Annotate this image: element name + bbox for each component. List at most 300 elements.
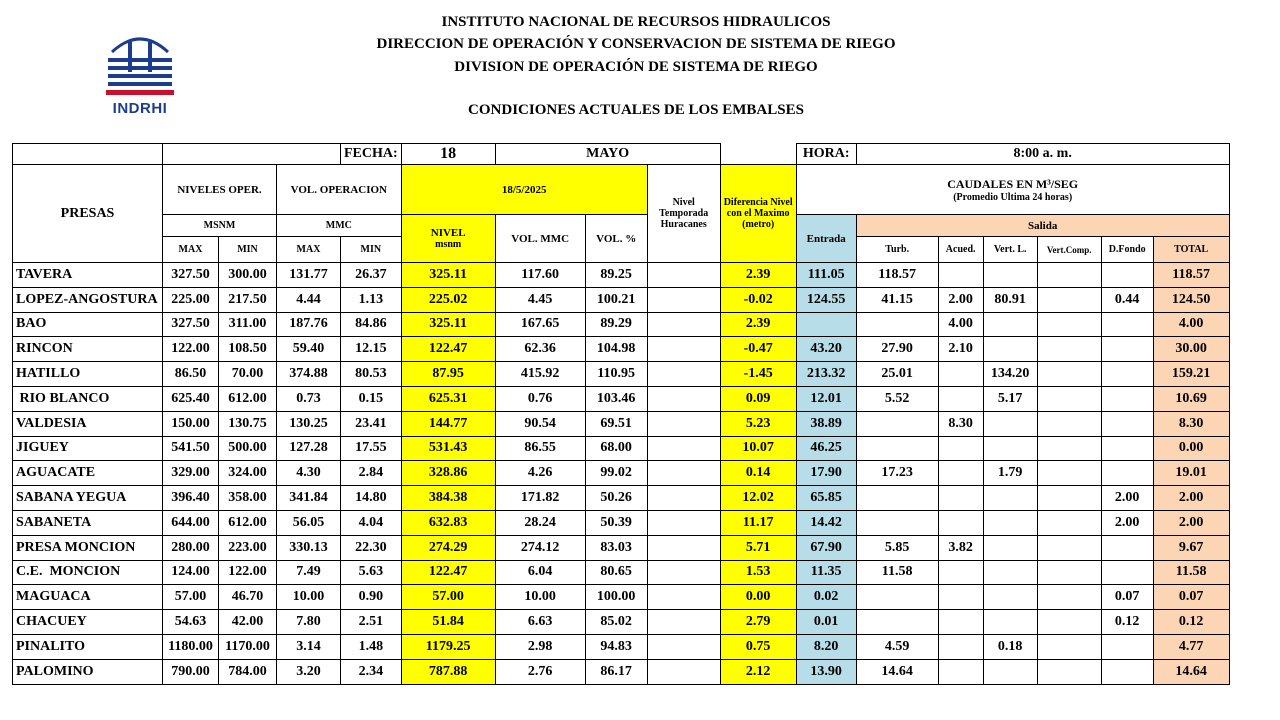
cell-max: 625.40 [163,386,219,411]
cell-temp [647,362,720,387]
cell-nivel: 625.31 [401,386,495,411]
reservoir-rows [13,263,1230,685]
cell-vol: 2.98 [495,634,585,659]
cell-vertc [1037,386,1101,411]
cell-dif: 10.07 [720,436,796,461]
col-vol-mmc: VOL. MMC [495,215,585,263]
col-msnm: MSNM [163,215,277,237]
cell-acued: 3.82 [938,535,983,560]
cell-vertc [1037,337,1101,362]
cell-total: 30.00 [1153,337,1229,362]
cell-acued: 8.30 [938,411,983,436]
col-niv-min: MIN [219,237,277,263]
cell-pct: 85.02 [585,610,647,635]
cell-vertl: 0.18 [983,634,1037,659]
cell-temp [647,659,720,684]
col-niv-max: MAX [163,237,219,263]
cell-vol: 6.04 [495,560,585,585]
cell-vmin: 0.15 [341,386,402,411]
cell-turb [856,486,938,511]
cell-dif: 0.75 [720,634,796,659]
cell-vertl: 1.79 [983,461,1037,486]
cell-dfondo [1101,659,1153,684]
cell-vmax: 4.30 [277,461,341,486]
cell-nivel: 531.43 [401,436,495,461]
cell-acued [938,436,983,461]
cell-vertl [983,337,1037,362]
cell-vol: 274.12 [495,535,585,560]
cell-turb [856,585,938,610]
hora-label: HORA: [796,144,856,165]
cell-nivel: 384.38 [401,486,495,511]
cell-dif: 2.39 [720,263,796,288]
cell-min: 70.00 [219,362,277,387]
cell-temp [647,610,720,635]
cell-turb [856,411,938,436]
cell-acued [938,510,983,535]
cell-dfondo: 0.07 [1101,585,1153,610]
cell-turb [856,610,938,635]
cell-vmax: 7.49 [277,560,341,585]
cell-total: 8.30 [1153,411,1229,436]
cell-vmin: 2.84 [341,461,402,486]
cell-temp [647,634,720,659]
cell-vertl [983,486,1037,511]
cell-temp [647,585,720,610]
cell-vol: 117.60 [495,263,585,288]
cell-max: 124.00 [163,560,219,585]
cell-vertl [983,610,1037,635]
cell-max: 644.00 [163,510,219,535]
cell-vmax: 187.76 [277,312,341,337]
cell-dif: -0.47 [720,337,796,362]
cell-vertl [983,510,1037,535]
cell-acued [938,362,983,387]
cell-vol: 90.54 [495,411,585,436]
logo-text: INDRHI [112,100,168,117]
cell-vmax: 127.28 [277,436,341,461]
cell-total: 14.64 [1153,659,1229,684]
cell-nivel: 57.00 [401,585,495,610]
cell-turb: 118.57 [856,263,938,288]
cell-min: 217.50 [219,287,277,312]
cell-total: 0.07 [1153,585,1229,610]
cell-vmin: 23.41 [341,411,402,436]
cell-acued [938,610,983,635]
cell-entrada: 13.90 [796,659,856,684]
cell-total: 124.50 [1153,287,1229,312]
cell-dif: 2.79 [720,610,796,635]
cell-pct: 99.02 [585,461,647,486]
cell-dfondo [1101,560,1153,585]
cell-dfondo [1101,436,1153,461]
cell-vmin: 17.55 [341,436,402,461]
col-vol-min: MIN [341,237,402,263]
cell-temp [647,263,720,288]
col-diferencia: Diferencia Nivel con el Maximo (metro) [720,165,796,263]
cell-presa: HATILLO [13,362,163,387]
cell-vol: 4.26 [495,461,585,486]
cell-vol: 2.76 [495,659,585,684]
cell-min: 500.00 [219,436,277,461]
cell-pct: 100.00 [585,585,647,610]
cell-vmax: 0.73 [277,386,341,411]
col-presas: PRESAS [13,165,163,263]
cell-presa: C.E. MONCION [13,560,163,585]
cell-temp [647,287,720,312]
cell-max: 54.63 [163,610,219,635]
cell-entrada: 11.35 [796,560,856,585]
cell-vmax: 130.25 [277,411,341,436]
col-entrada: Entrada [796,215,856,263]
cell-vmax: 374.88 [277,362,341,387]
cell-vertc [1037,486,1101,511]
cell-vertc [1037,560,1101,585]
cell-min: 1170.00 [219,634,277,659]
cell-nivel: 51.84 [401,610,495,635]
cell-vertc [1037,436,1101,461]
cell-vmin: 80.53 [341,362,402,387]
report-title: CONDICIONES ACTUALES DE LOS EMBALSES [468,102,804,118]
cell-dfondo [1101,411,1153,436]
cell-max: 329.00 [163,461,219,486]
col-mmc: MMC [277,215,402,237]
cell-pct: 110.95 [585,362,647,387]
cell-vertc [1037,659,1101,684]
cell-nivel: 632.83 [401,510,495,535]
table-row [13,585,1230,610]
cell-dif: 0.14 [720,461,796,486]
cell-dif: 0.09 [720,386,796,411]
cell-dif: 12.02 [720,486,796,511]
cell-entrada: 67.90 [796,535,856,560]
cell-temp [647,312,720,337]
cell-min: 612.00 [219,386,277,411]
cell-vmax: 341.84 [277,486,341,511]
cell-temp [647,486,720,511]
cell-min: 46.70 [219,585,277,610]
col-vol-operacion: VOL. OPERACION [277,165,402,215]
cell-temp [647,436,720,461]
cell-entrada [796,312,856,337]
cell-turb: 5.85 [856,535,938,560]
cell-max: 57.00 [163,585,219,610]
cell-vmax: 7.80 [277,610,341,635]
col-vert-comp: Vert.Comp. [1037,237,1101,263]
cell-pct: 94.83 [585,634,647,659]
info-row [13,144,1230,165]
cell-presa: PRESA MONCION [13,535,163,560]
cell-max: 1180.00 [163,634,219,659]
cell-acued [938,386,983,411]
cell-dfondo: 2.00 [1101,510,1153,535]
cell-presa: CHACUEY [13,610,163,635]
cell-vertc [1037,585,1101,610]
cell-turb: 4.59 [856,634,938,659]
cell-vol: 167.65 [495,312,585,337]
cell-temp [647,560,720,585]
cell-dif: -1.45 [720,362,796,387]
col-date: 18/5/2025 [401,165,647,215]
col-temporada: Nivel Temporada Huracanes [647,165,720,263]
cell-vertl [983,436,1037,461]
nivel-unit: msnm [435,239,462,250]
cell-dif: -0.02 [720,287,796,312]
cell-presa: PALOMINO [13,659,163,684]
cell-turb [856,436,938,461]
table-row [13,312,1230,337]
cell-nivel: 225.02 [401,287,495,312]
cell-presa: SABANA YEGUA [13,486,163,511]
cell-total: 4.00 [1153,312,1229,337]
table-row [13,634,1230,659]
cell-turb: 17.23 [856,461,938,486]
cell-presa: SABANETA [13,510,163,535]
cell-acued [938,585,983,610]
cell-presa: LOPEZ-ANGOSTURA [13,287,163,312]
cell-acued: 4.00 [938,312,983,337]
cell-min: 108.50 [219,337,277,362]
col-vol-max: MAX [277,237,341,263]
fecha-label: FECHA: [341,144,402,165]
table-row [13,560,1230,585]
cell-vmax: 59.40 [277,337,341,362]
cell-dfondo: 0.12 [1101,610,1153,635]
cell-nivel: 87.95 [401,362,495,387]
cell-entrada: 12.01 [796,386,856,411]
table-row [13,461,1230,486]
cell-vmax: 4.44 [277,287,341,312]
cell-entrada: 213.32 [796,362,856,387]
cell-total: 11.58 [1153,560,1229,585]
cell-min: 130.75 [219,411,277,436]
cell-vol: 86.55 [495,436,585,461]
cell-presa: MAGUACA [13,585,163,610]
cell-dif: 5.23 [720,411,796,436]
cell-temp [647,411,720,436]
cell-max: 327.50 [163,263,219,288]
caudales-title: CAUDALES EN M³/SEG [947,176,1079,191]
cell-pct: 50.26 [585,486,647,511]
fecha-day: 18 [401,144,495,165]
cell-vol: 62.36 [495,337,585,362]
table-row [13,510,1230,535]
col-salida: Salida [856,215,1229,237]
cell-pct: 89.29 [585,312,647,337]
cell-dif: 2.12 [720,659,796,684]
cell-presa: VALDESIA [13,411,163,436]
cell-vertl: 134.20 [983,362,1037,387]
cell-vmin: 5.63 [341,560,402,585]
cell-vmin: 2.51 [341,610,402,635]
cell-turb [856,510,938,535]
cell-turb: 14.64 [856,659,938,684]
cell-dfondo [1101,312,1153,337]
cell-max: 541.50 [163,436,219,461]
cell-dfondo [1101,461,1153,486]
cell-max: 327.50 [163,312,219,337]
cell-vmin: 0.90 [341,585,402,610]
header-line-3: DIVISION DE OPERACIÓN DE SISTEMA DE RIEGO [454,59,818,75]
cell-vmin: 4.04 [341,510,402,535]
table-row [13,535,1230,560]
cell-vertl [983,411,1037,436]
cell-pct: 83.03 [585,535,647,560]
cell-nivel: 325.11 [401,312,495,337]
cell-max: 150.00 [163,411,219,436]
cell-min: 42.00 [219,610,277,635]
cell-total: 118.57 [1153,263,1229,288]
cell-vmin: 14.80 [341,486,402,511]
cell-vertc [1037,510,1101,535]
cell-dif: 0.00 [720,585,796,610]
cell-vmin: 2.34 [341,659,402,684]
cell-dfondo [1101,362,1153,387]
col-vol-pct: VOL. % [585,215,647,263]
cell-total: 0.00 [1153,436,1229,461]
nivel-label: NIVEL [430,227,466,239]
cell-dif: 2.39 [720,312,796,337]
cell-entrada: 38.89 [796,411,856,436]
cell-entrada: 43.20 [796,337,856,362]
cell-vmin: 1.13 [341,287,402,312]
cell-dfondo [1101,337,1153,362]
table-row [13,386,1230,411]
cell-dfondo [1101,634,1153,659]
cell-min: 311.00 [219,312,277,337]
cell-nivel: 1179.25 [401,634,495,659]
cell-vmax: 56.05 [277,510,341,535]
cell-vertc [1037,610,1101,635]
table-row [13,659,1230,684]
cell-presa: BAO [13,312,163,337]
cell-min: 122.00 [219,560,277,585]
cell-vertl [983,312,1037,337]
header-row-1 [13,165,1230,215]
cell-acued [938,263,983,288]
cell-dfondo [1101,535,1153,560]
cell-max: 225.00 [163,287,219,312]
cell-turb: 25.01 [856,362,938,387]
header-line-1: INSTITUTO NACIONAL DE RECURSOS HIDRAULICOS [441,14,831,30]
reservoir-table [12,143,1230,685]
cell-entrada: 124.55 [796,287,856,312]
cell-pct: 80.65 [585,560,647,585]
cell-entrada: 0.02 [796,585,856,610]
table-row [13,362,1230,387]
cell-nivel: 325.11 [401,263,495,288]
cell-temp [647,386,720,411]
cell-vmax: 3.20 [277,659,341,684]
cell-turb: 41.15 [856,287,938,312]
cell-entrada: 111.05 [796,263,856,288]
cell-presa: PINALITO [13,634,163,659]
cell-dfondo: 0.44 [1101,287,1153,312]
cell-vol: 4.45 [495,287,585,312]
table-row [13,337,1230,362]
cell-vertl [983,560,1037,585]
table-row [13,411,1230,436]
cell-presa: RIO BLANCO [13,386,163,411]
cell-entrada: 65.85 [796,486,856,511]
cell-acued [938,659,983,684]
cell-vol: 10.00 [495,585,585,610]
table-row [13,610,1230,635]
cell-pct: 69.51 [585,411,647,436]
cell-pct: 68.00 [585,436,647,461]
cell-min: 358.00 [219,486,277,511]
cell-turb [856,312,938,337]
cell-presa: TAVERA [13,263,163,288]
cell-vertc [1037,461,1101,486]
cell-temp [647,510,720,535]
cell-vertc [1037,287,1101,312]
cell-vertl: 5.17 [983,386,1037,411]
cell-max: 86.50 [163,362,219,387]
hora-value: 8:00 a. m. [856,144,1229,165]
cell-entrada: 46.25 [796,436,856,461]
cell-vertl [983,535,1037,560]
col-caudales [796,165,1229,215]
cell-pct: 86.17 [585,659,647,684]
cell-temp [647,337,720,362]
cell-max: 790.00 [163,659,219,684]
cell-presa: AGUACATE [13,461,163,486]
cell-total: 2.00 [1153,510,1229,535]
cell-pct: 104.98 [585,337,647,362]
cell-acued [938,560,983,585]
cell-vmax: 131.77 [277,263,341,288]
fecha-month: MAYO [495,144,720,165]
cell-vmin: 22.30 [341,535,402,560]
cell-min: 612.00 [219,510,277,535]
cell-acued: 2.10 [938,337,983,362]
cell-entrada: 14.42 [796,510,856,535]
table-row [13,436,1230,461]
cell-min: 324.00 [219,461,277,486]
cell-vol: 415.92 [495,362,585,387]
cell-vmax: 3.14 [277,634,341,659]
cell-vertl [983,659,1037,684]
cell-vol: 6.63 [495,610,585,635]
col-total: TOTAL [1153,237,1229,263]
table-row [13,486,1230,511]
cell-min: 300.00 [219,263,277,288]
cell-total: 159.21 [1153,362,1229,387]
cell-vmax: 330.13 [277,535,341,560]
cell-dfondo [1101,263,1153,288]
cell-vertc [1037,362,1101,387]
cell-entrada: 8.20 [796,634,856,659]
cell-pct: 50.39 [585,510,647,535]
cell-turb: 27.90 [856,337,938,362]
table-row [13,263,1230,288]
cell-vertc [1037,411,1101,436]
cell-dif: 5.71 [720,535,796,560]
cell-entrada: 17.90 [796,461,856,486]
cell-nivel: 122.47 [401,337,495,362]
caudales-subtitle: (Promedio Ultima 24 horas) [953,191,1073,203]
cell-temp [647,461,720,486]
cell-presa: RINCON [13,337,163,362]
cell-acued [938,461,983,486]
cell-dfondo [1101,386,1153,411]
cell-dif: 11.17 [720,510,796,535]
cell-vmax: 10.00 [277,585,341,610]
cell-vmin: 1.48 [341,634,402,659]
header-row-2 [13,215,1230,237]
cell-vmin: 26.37 [341,263,402,288]
